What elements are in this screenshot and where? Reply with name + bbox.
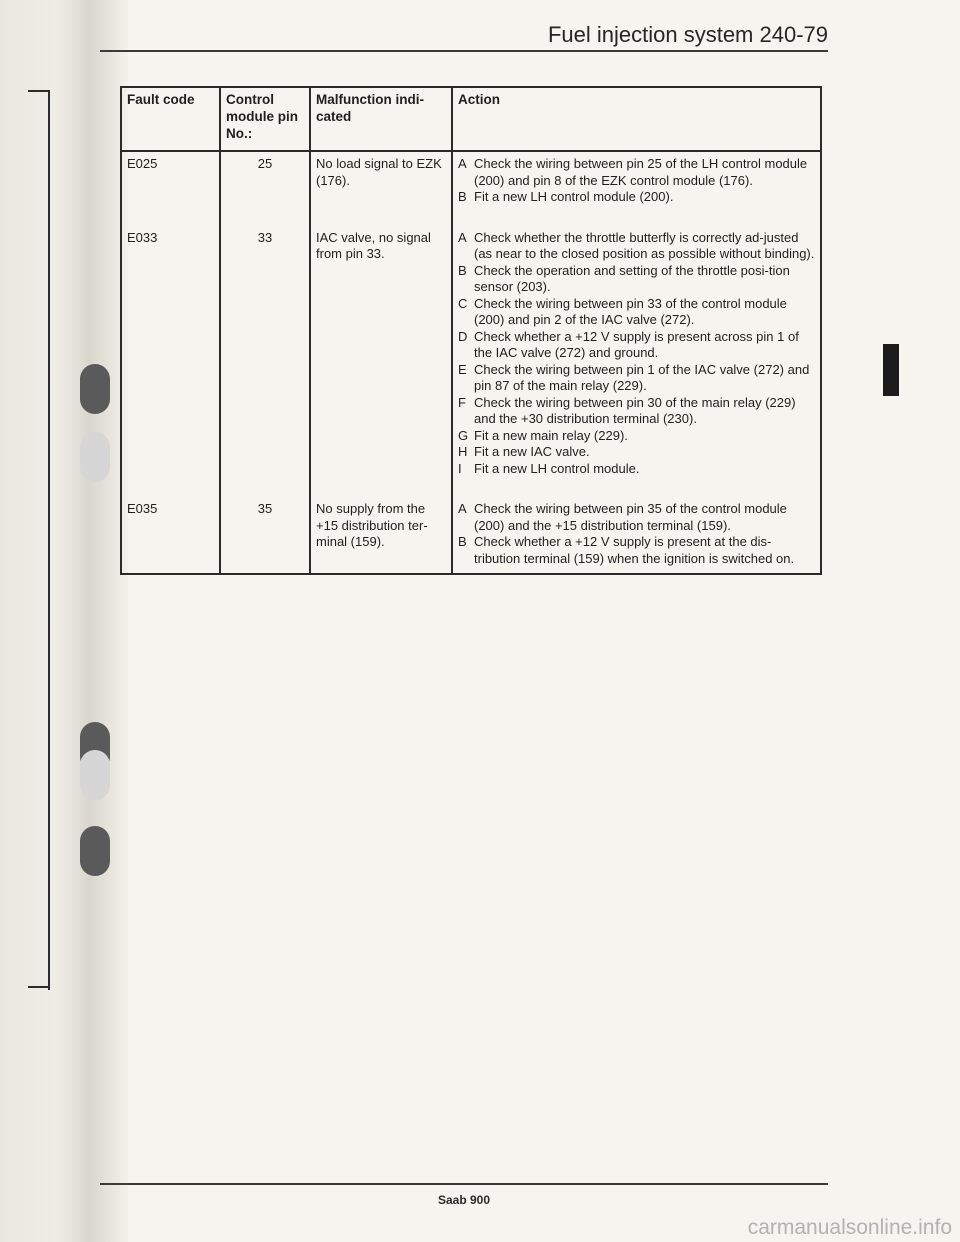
page-title: Fuel injection system 240-79: [547, 22, 828, 47]
action-item: [458, 362, 815, 395]
binding-rule: [48, 90, 50, 990]
action-letter: G: [458, 427, 469, 443]
action-cell: [452, 212, 821, 484]
action-item: [458, 263, 815, 296]
action-letter: B: [458, 534, 467, 549]
action-item: [458, 428, 815, 445]
fault-code-table: [120, 86, 822, 575]
table-header-row: [121, 87, 821, 151]
punch-hole: [80, 364, 110, 414]
pin-cell: 25: [220, 151, 310, 212]
watermark-text: carmanualsonline.info: [747, 1216, 952, 1239]
action-text: Check the wiring between pin 25 of the LH control module (200) and pin 8 of the EZK control module (176).: [474, 156, 808, 188]
fault-code-cell: E035: [121, 483, 220, 574]
action-letter: C: [458, 295, 468, 311]
binding-tick: [28, 986, 50, 988]
action-item: [458, 189, 815, 206]
action-item: [458, 329, 815, 362]
action-item: [458, 230, 815, 263]
action-text: Check whether a +12 V supply is present across pin 1 of the IAC valve (272) and ground.: [474, 328, 799, 360]
pin-cell: 33: [220, 212, 310, 484]
column-header-malfunction: Malfunction indi-cated: [310, 87, 452, 151]
column-header-action: Action: [452, 87, 821, 151]
column-header-pin: Control module pin No.:: [220, 87, 310, 151]
table-row: [121, 483, 821, 574]
action-letter: D: [458, 328, 468, 344]
action-letter: A: [458, 501, 467, 516]
footer-text: Saab 900: [437, 1193, 491, 1207]
action-letter: H: [458, 444, 468, 459]
action-letter: F: [458, 394, 466, 410]
column-header-fault-code: Fault code: [121, 87, 220, 151]
fault-code-cell: E033: [121, 212, 220, 484]
punch-hole: [80, 750, 110, 800]
action-text: Check the wiring between pin 35 of the control module (200) and the +15 distribution terminal (159).: [474, 501, 787, 533]
page-binding-edge: [0, 0, 128, 1242]
action-item: [458, 461, 815, 478]
action-text: Check whether a +12 V supply is present at the dis-tribution terminal (159) when the ignition is switched on.: [474, 534, 795, 566]
table-row: [121, 212, 821, 484]
action-text: Fit a new LH control module.: [474, 460, 640, 476]
action-text: Fit a new main relay (229).: [474, 427, 628, 443]
section-tab-marker: [883, 344, 899, 396]
malfunction-cell: No supply from the +15 distribution ter-minal (159).: [310, 483, 452, 574]
action-item: [458, 395, 815, 428]
action-letter: A: [458, 156, 467, 171]
action-item: [458, 156, 815, 189]
malfunction-cell: IAC valve, no signal from pin 33.: [310, 212, 452, 484]
action-item: [458, 534, 815, 567]
action-text: Check the operation and setting of the throttle posi-tion sensor (203).: [474, 262, 790, 294]
action-letter: E: [458, 361, 467, 377]
action-letter: B: [458, 189, 467, 204]
action-text: Check the wiring between pin 1 of the IAC valve (272) and pin 87 of the main relay (229).: [474, 361, 810, 393]
malfunction-cell: No load signal to EZK (176).: [310, 151, 452, 212]
action-cell: [452, 151, 821, 212]
binding-tick: [28, 90, 50, 92]
action-item: [458, 296, 815, 329]
action-letter: B: [458, 262, 467, 278]
action-text: Check the wiring between pin 33 of the control module (200) and pin 2 of the IAC valve (272).: [474, 295, 787, 327]
action-item: [458, 444, 815, 461]
action-letter: A: [458, 229, 467, 245]
action-text: Fit a new IAC valve.: [474, 444, 590, 459]
punch-hole: [80, 432, 110, 482]
table-row: [121, 151, 821, 212]
action-text: Check the wiring between pin 30 of the main relay (229) and the +30 distribution terminal (230).: [474, 394, 796, 426]
action-cell: [452, 483, 821, 574]
action-letter: I: [458, 460, 462, 476]
action-text: Fit a new LH control module (200).: [474, 189, 674, 204]
punch-hole: [80, 826, 110, 876]
pin-cell: 35: [220, 483, 310, 574]
page-footer: [100, 1183, 828, 1207]
action-text: Check whether the throttle butterfly is correctly ad-justed (as near to the closed position as possible without binding).: [474, 229, 815, 261]
fault-code-cell: E025: [121, 151, 220, 212]
action-item: [458, 501, 815, 534]
page-header: [100, 6, 828, 52]
